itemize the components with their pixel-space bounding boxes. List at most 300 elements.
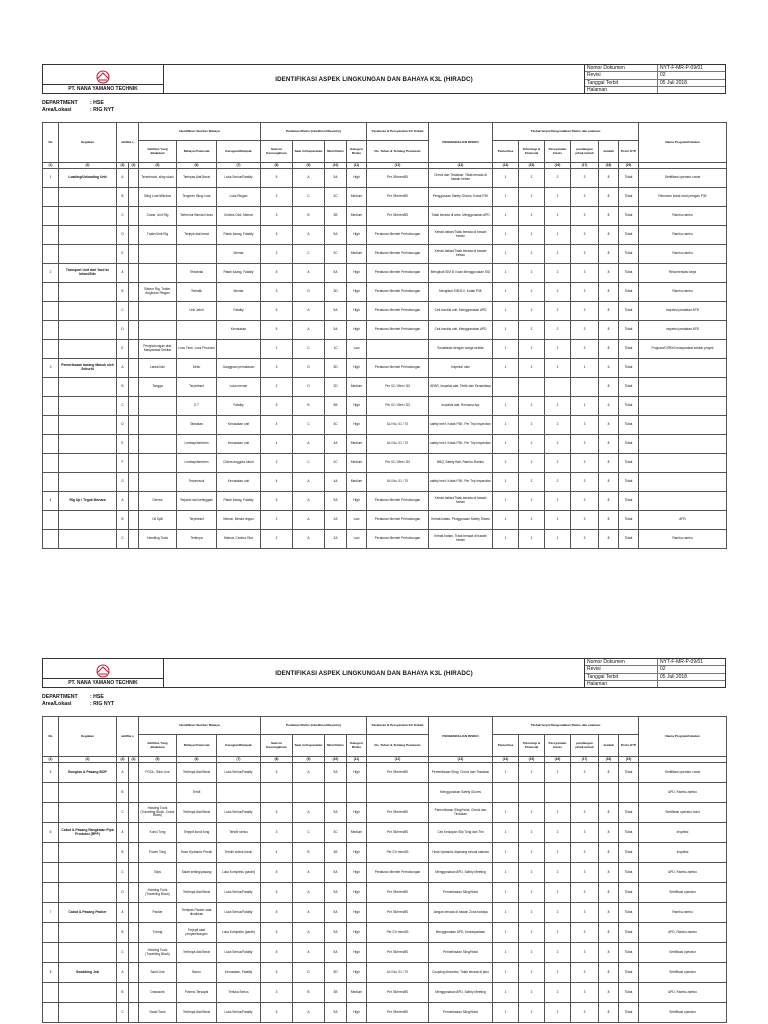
cell-program: Rambu-rambu <box>639 207 727 226</box>
cell-dampak: Kerusakan, Fatality <box>217 963 261 983</box>
cell-aktifitas: Tubing <box>139 923 177 943</box>
cell-keparahan: B <box>293 983 325 1003</box>
index-cell: (19) <box>619 757 639 763</box>
table-row <box>43 511 727 530</box>
cell-kategori: Low <box>347 530 367 549</box>
cell-kemungkinan: 2 <box>261 245 293 264</box>
cell-pihak: 3 <box>571 803 599 823</box>
cell-aktifitas: Slips <box>139 863 177 883</box>
cell-pihak: 3 <box>571 340 599 359</box>
cell-pihak: 3 <box>571 169 599 188</box>
cell-pengendalian: Cek kondisi unit, Menggunakan APD <box>429 321 493 340</box>
cell-jumlah: 8 <box>599 903 619 923</box>
cell-kategori: High <box>347 1003 367 1023</box>
index-cell: (3) <box>117 163 129 169</box>
cell-code: A <box>117 763 129 783</box>
cell-peraturan: Peraturan Menteri Perhubungan <box>367 283 429 302</box>
index-cell: (16) <box>545 163 571 169</box>
cell-bahaya: Loss Time, Loss Produksi <box>177 340 217 359</box>
cell-pihak: 3 <box>571 321 599 340</box>
cell-bahaya: Tertimpa Alat Berat <box>177 763 217 783</box>
cell-peraturan: Peraturan Menteri Perhubungan <box>367 245 429 264</box>
cell-kegiatan <box>59 207 117 226</box>
cell-aktifitas: Sling Lose/Window <box>139 188 177 207</box>
cell-bahaya: Salah setting/pasang <box>177 863 217 883</box>
cell-no <box>43 843 59 863</box>
cell-bahaya: Tabrakan <box>177 416 217 435</box>
cell-kegiatan <box>59 245 117 264</box>
cell-dampak: Patah tulang, Fatality <box>217 492 261 511</box>
col-bisnis: Persyaratan bisnis <box>545 141 571 163</box>
cell-peraturan <box>367 783 429 803</box>
cell-teknologi: 2 <box>519 923 545 943</box>
revision-value: 02 <box>660 666 666 673</box>
cell-pengendalian: Inspeksi rutin <box>429 359 493 378</box>
cell-pengendalian: Kehati-hatian/Tidak berada di bawah beban <box>429 226 493 245</box>
cell-no <box>43 283 59 302</box>
cell-kemungkinan: 5 <box>261 943 293 963</box>
cell-teknologi: 2 <box>519 473 545 492</box>
cell-pengendalian: Pemeriksaan Sling/Hoist <box>429 943 493 963</box>
cell-kemungkinan: 2 <box>261 530 293 549</box>
cell-bahaya: Lembap/berbeen <box>177 435 217 454</box>
col-pengendalian: PENGENDALIAN RISIKO <box>429 123 493 163</box>
cell-perlu: Tidak <box>619 763 639 783</box>
cell-dampak: Luka Serius/Fatality <box>217 169 261 188</box>
index-cell: (4) <box>129 757 139 763</box>
cell-kemungkinan: 1 <box>261 340 293 359</box>
cell-nilai: 2D <box>325 378 347 397</box>
cell-nilai: 5A <box>325 226 347 245</box>
cell-aktifitas <box>139 302 177 321</box>
cell-dampak: Luka memar <box>217 378 261 397</box>
cell-pemeriksa: 1 <box>493 1003 519 1023</box>
cell-keparahan: C <box>293 245 325 264</box>
cell-code: C <box>117 397 129 416</box>
cell-no <box>43 397 59 416</box>
cell-pengendalian: Check dan Tindakan. Tidak berada di bawah beban <box>429 169 493 188</box>
cell-bisnis: 2 <box>545 454 571 473</box>
cell-pemeriksa: 1 <box>493 863 519 883</box>
table-row <box>43 454 727 473</box>
department-label: DEPARTMENT <box>42 694 78 700</box>
col-no: No <box>43 717 59 757</box>
cell-nilai: 2C <box>325 245 347 264</box>
cell-kategori: High <box>347 397 367 416</box>
cell-aktifitas: Kunci Tong <box>139 823 177 843</box>
col-kegiatan: Kegiatan <box>59 123 117 163</box>
cell-program: Rambu-rambu <box>639 530 727 549</box>
cell-flag <box>129 169 139 188</box>
cell-bisnis: 2 <box>545 435 571 454</box>
cell-kegiatan <box>59 226 117 245</box>
cell-keparahan: A <box>293 803 325 823</box>
cell-kategori: Medium <box>347 454 367 473</box>
table-row <box>43 416 727 435</box>
page-value <box>658 681 725 687</box>
cell-pemeriksa: 1 <box>493 492 519 511</box>
cell-dampak: Kerusakan unit <box>217 416 261 435</box>
cell-no: 3 <box>43 359 59 378</box>
cell-jumlah: 8 <box>599 454 619 473</box>
cell-peraturan: Peraturan Menteri Perhubungan <box>367 226 429 245</box>
cell-flag <box>129 416 139 435</box>
cell-pihak: 3 <box>571 883 599 903</box>
col-jumlah: Jumlah <box>599 735 619 757</box>
cell-nilai: 5A <box>325 903 347 923</box>
cell-code: B <box>117 378 129 397</box>
cell-pengendalian: Inspeksi alat, Rencana Apr <box>429 397 493 416</box>
cell-pemeriksa <box>493 783 519 803</box>
cell-pihak: 3 <box>571 863 599 883</box>
cell-nilai: 2A <box>325 511 347 530</box>
index-cell: (2) <box>59 757 117 763</box>
table-row <box>43 863 727 883</box>
cell-flag <box>129 983 139 1003</box>
cell-kemungkinan: 5 <box>261 169 293 188</box>
doc-number-label: Nomor Dokumen <box>585 65 658 71</box>
cell-bahaya: Tertimpa <box>177 530 217 549</box>
cell-keparahan: A <box>293 903 325 923</box>
cell-pemeriksa: 1 <box>493 963 519 983</box>
table-row <box>43 473 727 492</box>
cell-teknologi: 2 <box>519 245 545 264</box>
cell-pemeriksa: 1 <box>493 169 519 188</box>
cell-peraturan: Peraturan Menteri Perhubungan <box>367 359 429 378</box>
cell-kegiatan <box>59 473 117 492</box>
cell-pihak: 3 <box>571 511 599 530</box>
cell-bisnis: 2 <box>545 340 571 359</box>
cell-pemeriksa: 1 <box>493 943 519 963</box>
cell-flag <box>129 226 139 245</box>
cell-code: D <box>117 883 129 903</box>
cell-pemeriksa: 1 <box>493 843 519 863</box>
cell-bisnis: 2 <box>545 923 571 943</box>
cell-flag <box>129 359 139 378</box>
cell-no <box>43 473 59 492</box>
cell-perlu: Tidak <box>619 903 639 923</box>
cell-no <box>43 863 59 883</box>
cell-keparahan: C <box>293 340 325 359</box>
cell-aktifitas: Power Tong <box>139 843 177 863</box>
cell-aktifitas <box>139 245 177 264</box>
cell-code: E <box>117 340 129 359</box>
cell-code: A <box>117 169 129 188</box>
cell-pengendalian: Sosialisasi dengan warga sekitar <box>429 340 493 359</box>
cell-pengendalian: safety brief, Kotak P3K, Per Trip Inspection <box>429 435 493 454</box>
cell-jumlah: 6 <box>599 397 619 416</box>
cell-jumlah: 8 <box>599 207 619 226</box>
cell-perlu: Tidak <box>619 473 639 492</box>
cell-aktifitas: Derrick <box>139 492 177 511</box>
cell-jumlah: 8 <box>599 983 619 1003</box>
cell-flag <box>129 321 139 340</box>
index-cell: (8) <box>261 757 293 763</box>
cell-pihak: 3 <box>571 530 599 549</box>
cell-aktifitas: Sistem Rig, Trailer, Angkutan Ringan <box>139 283 177 302</box>
cell-keparahan: B <box>293 207 325 226</box>
table-row <box>43 188 727 207</box>
cell-bisnis: 2 <box>545 803 571 823</box>
table-row <box>43 283 727 302</box>
table-row <box>43 340 727 359</box>
cell-program <box>639 397 727 416</box>
cell-bisnis: 2 <box>545 1003 571 1023</box>
cell-kegiatan <box>59 883 117 903</box>
cell-teknologi: 2 <box>519 903 545 923</box>
index-cell: (7) <box>217 757 261 763</box>
cell-pihak: 3 <box>571 923 599 943</box>
cell-keparahan <box>293 783 325 803</box>
cell-kegiatan <box>59 511 117 530</box>
cell-flag <box>129 803 139 823</box>
table-row <box>43 302 727 321</box>
cell-flag <box>129 783 139 803</box>
cell-peraturan: Per 05/men/85 <box>367 823 429 843</box>
cell-perlu: Tidak <box>619 226 639 245</box>
col-teknologi: Teknologi & Finansial <box>519 735 545 757</box>
cell-dampak: Fatality <box>217 302 261 321</box>
group-tindak-lanjut: Tindak lanjut Pengendalian Risiko dan evaluasi <box>493 123 639 141</box>
cell-pengendalian: Jangan berada di bawah Zona bahaya <box>429 903 493 923</box>
cell-teknologi: 2 <box>519 803 545 823</box>
cell-flag <box>129 302 139 321</box>
cell-program <box>639 359 727 378</box>
cell-bahaya: Tertimpa Alat Berat <box>177 943 217 963</box>
cell-nilai: 1C <box>325 340 347 359</box>
cell-bahaya: Terbit <box>177 783 217 803</box>
cell-kemungkinan: 5 <box>261 226 293 245</box>
cell-no <box>43 803 59 823</box>
col-keparahan: Saat ini Keparahan <box>293 735 325 757</box>
cell-keparahan: A <box>293 763 325 783</box>
cell-pemeriksa: 1 <box>493 359 519 378</box>
table-row <box>43 321 727 340</box>
cell-pengendalian: Menggunakan APD, Safety Meeting <box>429 863 493 883</box>
cell-dampak: Kerusakan unit <box>217 435 261 454</box>
department-value: : HSE <box>90 694 104 700</box>
cell-jumlah: 8 <box>599 473 619 492</box>
col-kategori: Kategori Risiko <box>347 735 367 757</box>
index-cell: (9) <box>293 163 325 169</box>
cell-nilai: 5A <box>325 492 347 511</box>
cell-aktifitas: Tersebrook, sling stuck <box>139 169 177 188</box>
cell-bisnis: 2 <box>545 903 571 923</box>
cell-nilai: 3B <box>325 207 347 226</box>
cell-pemeriksa: 1 <box>493 903 519 923</box>
cell-pengendalian: Cek kondisi unit, Menggunakan APD <box>429 302 493 321</box>
cell-teknologi: 2 <box>519 302 545 321</box>
col-pengendalian: PENGENDALIAN RISIKO <box>429 717 493 757</box>
cell-aktifitas: POOL, Slick Line <box>139 763 177 783</box>
index-cell: (14) <box>493 163 519 169</box>
cell-kemungkinan: 5 <box>261 302 293 321</box>
cell-keparahan: C <box>293 416 325 435</box>
cell-jumlah: 8 <box>599 264 619 283</box>
cell-jumlah: 8 <box>599 843 619 863</box>
cell-bisnis: 2 <box>545 264 571 283</box>
cell-perlu: Tidak <box>619 923 639 943</box>
cell-perlu: Tidak <box>619 302 639 321</box>
cell-kategori: Medium <box>347 435 367 454</box>
cell-keparahan: A <box>293 943 325 963</box>
cell-pemeriksa: 1 <box>493 321 519 340</box>
group-identifikasi: Identifikasi Sumber Bahaya <box>139 123 261 141</box>
cell-program: inspeksi peralatan APD <box>639 321 727 340</box>
cell-perlu: Tidak <box>619 207 639 226</box>
cell-kegiatan: Cabut & Pasang Rangkaian Pipa Produksi (RPP) <box>59 823 117 843</box>
cell-kemungkinan: 5 <box>261 1003 293 1023</box>
index-cell: (5) <box>139 757 177 763</box>
cell-kegiatan: Swabbing Job <box>59 963 117 983</box>
cell-aktifitas: Tangga <box>139 378 177 397</box>
cell-keparahan: B <box>293 843 325 863</box>
cell-keparahan: D <box>293 359 325 378</box>
cell-peraturan: UU No. 01 / 70 <box>367 473 429 492</box>
cell-bisnis: 2 <box>545 245 571 264</box>
cell-keparahan: A <box>293 302 325 321</box>
cell-perlu: Tidak <box>619 245 639 264</box>
cell-teknologi: 2 <box>519 763 545 783</box>
cell-nilai: 2A <box>325 530 347 549</box>
cell-aktifitas <box>139 397 177 416</box>
cell-kemungkinan: 2 <box>261 511 293 530</box>
cell-kemungkinan: 3 <box>261 207 293 226</box>
cell-dampak <box>217 340 261 359</box>
cell-flag <box>129 943 139 963</box>
cell-bahaya: Tertimpa Alat Berat <box>177 883 217 903</box>
cell-keparahan: A <box>293 226 325 245</box>
col-aktifitas-dilakukan: Aktifitas Yang dilakukan <box>139 735 177 757</box>
cell-teknologi: 2 <box>519 226 545 245</box>
cell-pihak: 3 <box>571 454 599 473</box>
cell-pengendalian: BBQ, Safety Ball, Rambu-Rambu <box>429 454 493 473</box>
doc-number-value: NYT-F-MR-P-09/01 <box>660 65 704 71</box>
col-aktifitas-dilakukan: Aktifitas Yang dilakukan <box>139 141 177 163</box>
cell-jumlah: 8 <box>599 188 619 207</box>
cell-teknologi: 2 <box>519 283 545 302</box>
cell-kategori: High <box>347 803 367 823</box>
cell-flag <box>129 397 139 416</box>
cell-keparahan: A <box>293 473 325 492</box>
cell-aktifitas: Packer <box>139 903 177 923</box>
table-row <box>43 1003 727 1023</box>
cell-kemungkinan: 4 <box>261 416 293 435</box>
cell-kategori: Medium <box>347 245 367 264</box>
cell-keparahan: A <box>293 321 325 340</box>
cell-jumlah: 8 <box>599 340 619 359</box>
cell-jumlah: 8 <box>599 511 619 530</box>
cell-perlu: Tidak <box>619 983 639 1003</box>
table-row <box>43 530 727 549</box>
table-row <box>43 963 727 983</box>
cell-aktifitas: Hoisting Tools (Travelling Block) <box>139 883 177 903</box>
cell-code: C <box>117 943 129 963</box>
cell-peraturan: Peraturan Menteri Perhubungan <box>367 302 429 321</box>
cell-dampak: Luka Serius/Fatality <box>217 943 261 963</box>
cell-aktifitas <box>139 435 177 454</box>
cell-dampak: Luka Kompleks (parah) <box>217 923 261 943</box>
cell-kategori: Medium <box>347 983 367 1003</box>
cell-flag <box>129 883 139 903</box>
cell-teknologi: 2 <box>519 207 545 226</box>
cell-perlu: Tidak <box>619 1003 639 1023</box>
cell-kegiatan <box>59 843 117 863</box>
cell-kemungkinan: 2 <box>261 454 293 473</box>
cell-kegiatan <box>59 863 117 883</box>
col-no: No <box>43 123 59 163</box>
cell-bisnis: 2 <box>545 169 571 188</box>
hiradc-sheet-2 <box>42 658 726 1023</box>
col-nilai: Nilai Risiko <box>325 735 347 757</box>
company-emblem-icon <box>92 664 114 678</box>
table-row <box>43 943 727 963</box>
cell-kategori: High <box>347 843 367 863</box>
area-value: : RIG NYT <box>90 107 115 113</box>
table-row <box>43 923 727 943</box>
area-label: Area/Lokasi <box>42 701 72 707</box>
cell-pengendalian: Pemeriksaan Sling/Hoist, Check dan Tindakan <box>429 803 493 823</box>
cell-pihak: 3 <box>571 283 599 302</box>
cell-kemungkinan: 3 <box>261 283 293 302</box>
cell-code: B <box>117 843 129 863</box>
cell-pengendalian: safety brief, Kotak P3K, Per Trip Inspection <box>429 416 493 435</box>
cell-nilai: 5A <box>325 763 347 783</box>
cell-kemungkinan: 5 <box>261 492 293 511</box>
cell-pihak: 3 <box>571 264 599 283</box>
cell-dampak: Memar, Benda ringan <box>217 511 261 530</box>
issue-date-value: 05 Juli 2018 <box>660 673 687 680</box>
cell-kategori: High <box>347 492 367 511</box>
company-emblem-icon <box>92 70 114 84</box>
col-perlu: Perlu O?P <box>619 141 639 163</box>
cell-teknologi: 2 <box>519 416 545 435</box>
table-row <box>43 378 727 397</box>
cell-nilai: 5B <box>325 397 347 416</box>
cell-nilai: 3D <box>325 283 347 302</box>
cell-kemungkinan: 4 <box>261 843 293 863</box>
cell-keparahan: D <box>293 378 325 397</box>
cell-flag <box>129 473 139 492</box>
cell-flag <box>129 245 139 264</box>
cell-peraturan: Per 05/men/85 <box>367 1003 429 1023</box>
cell-perlu: Tidak <box>619 378 639 397</box>
col-pihak: pandangan pihak terkait <box>571 735 599 757</box>
cell-keparahan: A <box>293 492 325 511</box>
cell-kemungkinan: 2 <box>261 188 293 207</box>
cell-pemeriksa: 2 <box>493 454 519 473</box>
cell-pihak <box>571 783 599 803</box>
cell-peraturan: Per 05/men/85 <box>367 943 429 963</box>
cell-pemeriksa: 1 <box>493 283 519 302</box>
index-cell: (17) <box>571 163 599 169</box>
cell-dampak: Cidera anggota tubuh <box>217 454 261 473</box>
cell-aktifitas <box>139 473 177 492</box>
cell-code: B <box>117 983 129 1003</box>
cell-no <box>43 530 59 549</box>
cell-kategori: High <box>347 283 367 302</box>
company-name: PT. NANA YAMANO TECHNIK <box>43 84 163 93</box>
cell-flag <box>129 1003 139 1023</box>
col-aktifitas: aktifita s <box>117 717 139 757</box>
cell-kategori: High <box>347 903 367 923</box>
cell-bisnis: 2 <box>545 226 571 245</box>
cell-bisnis: 2 <box>545 492 571 511</box>
cell-flag <box>129 188 139 207</box>
cell-code: C <box>117 863 129 883</box>
cell-program: Sertifikasi operator <box>639 943 727 963</box>
cell-bahaya: Tertimpa Alat Berat <box>177 1003 217 1023</box>
